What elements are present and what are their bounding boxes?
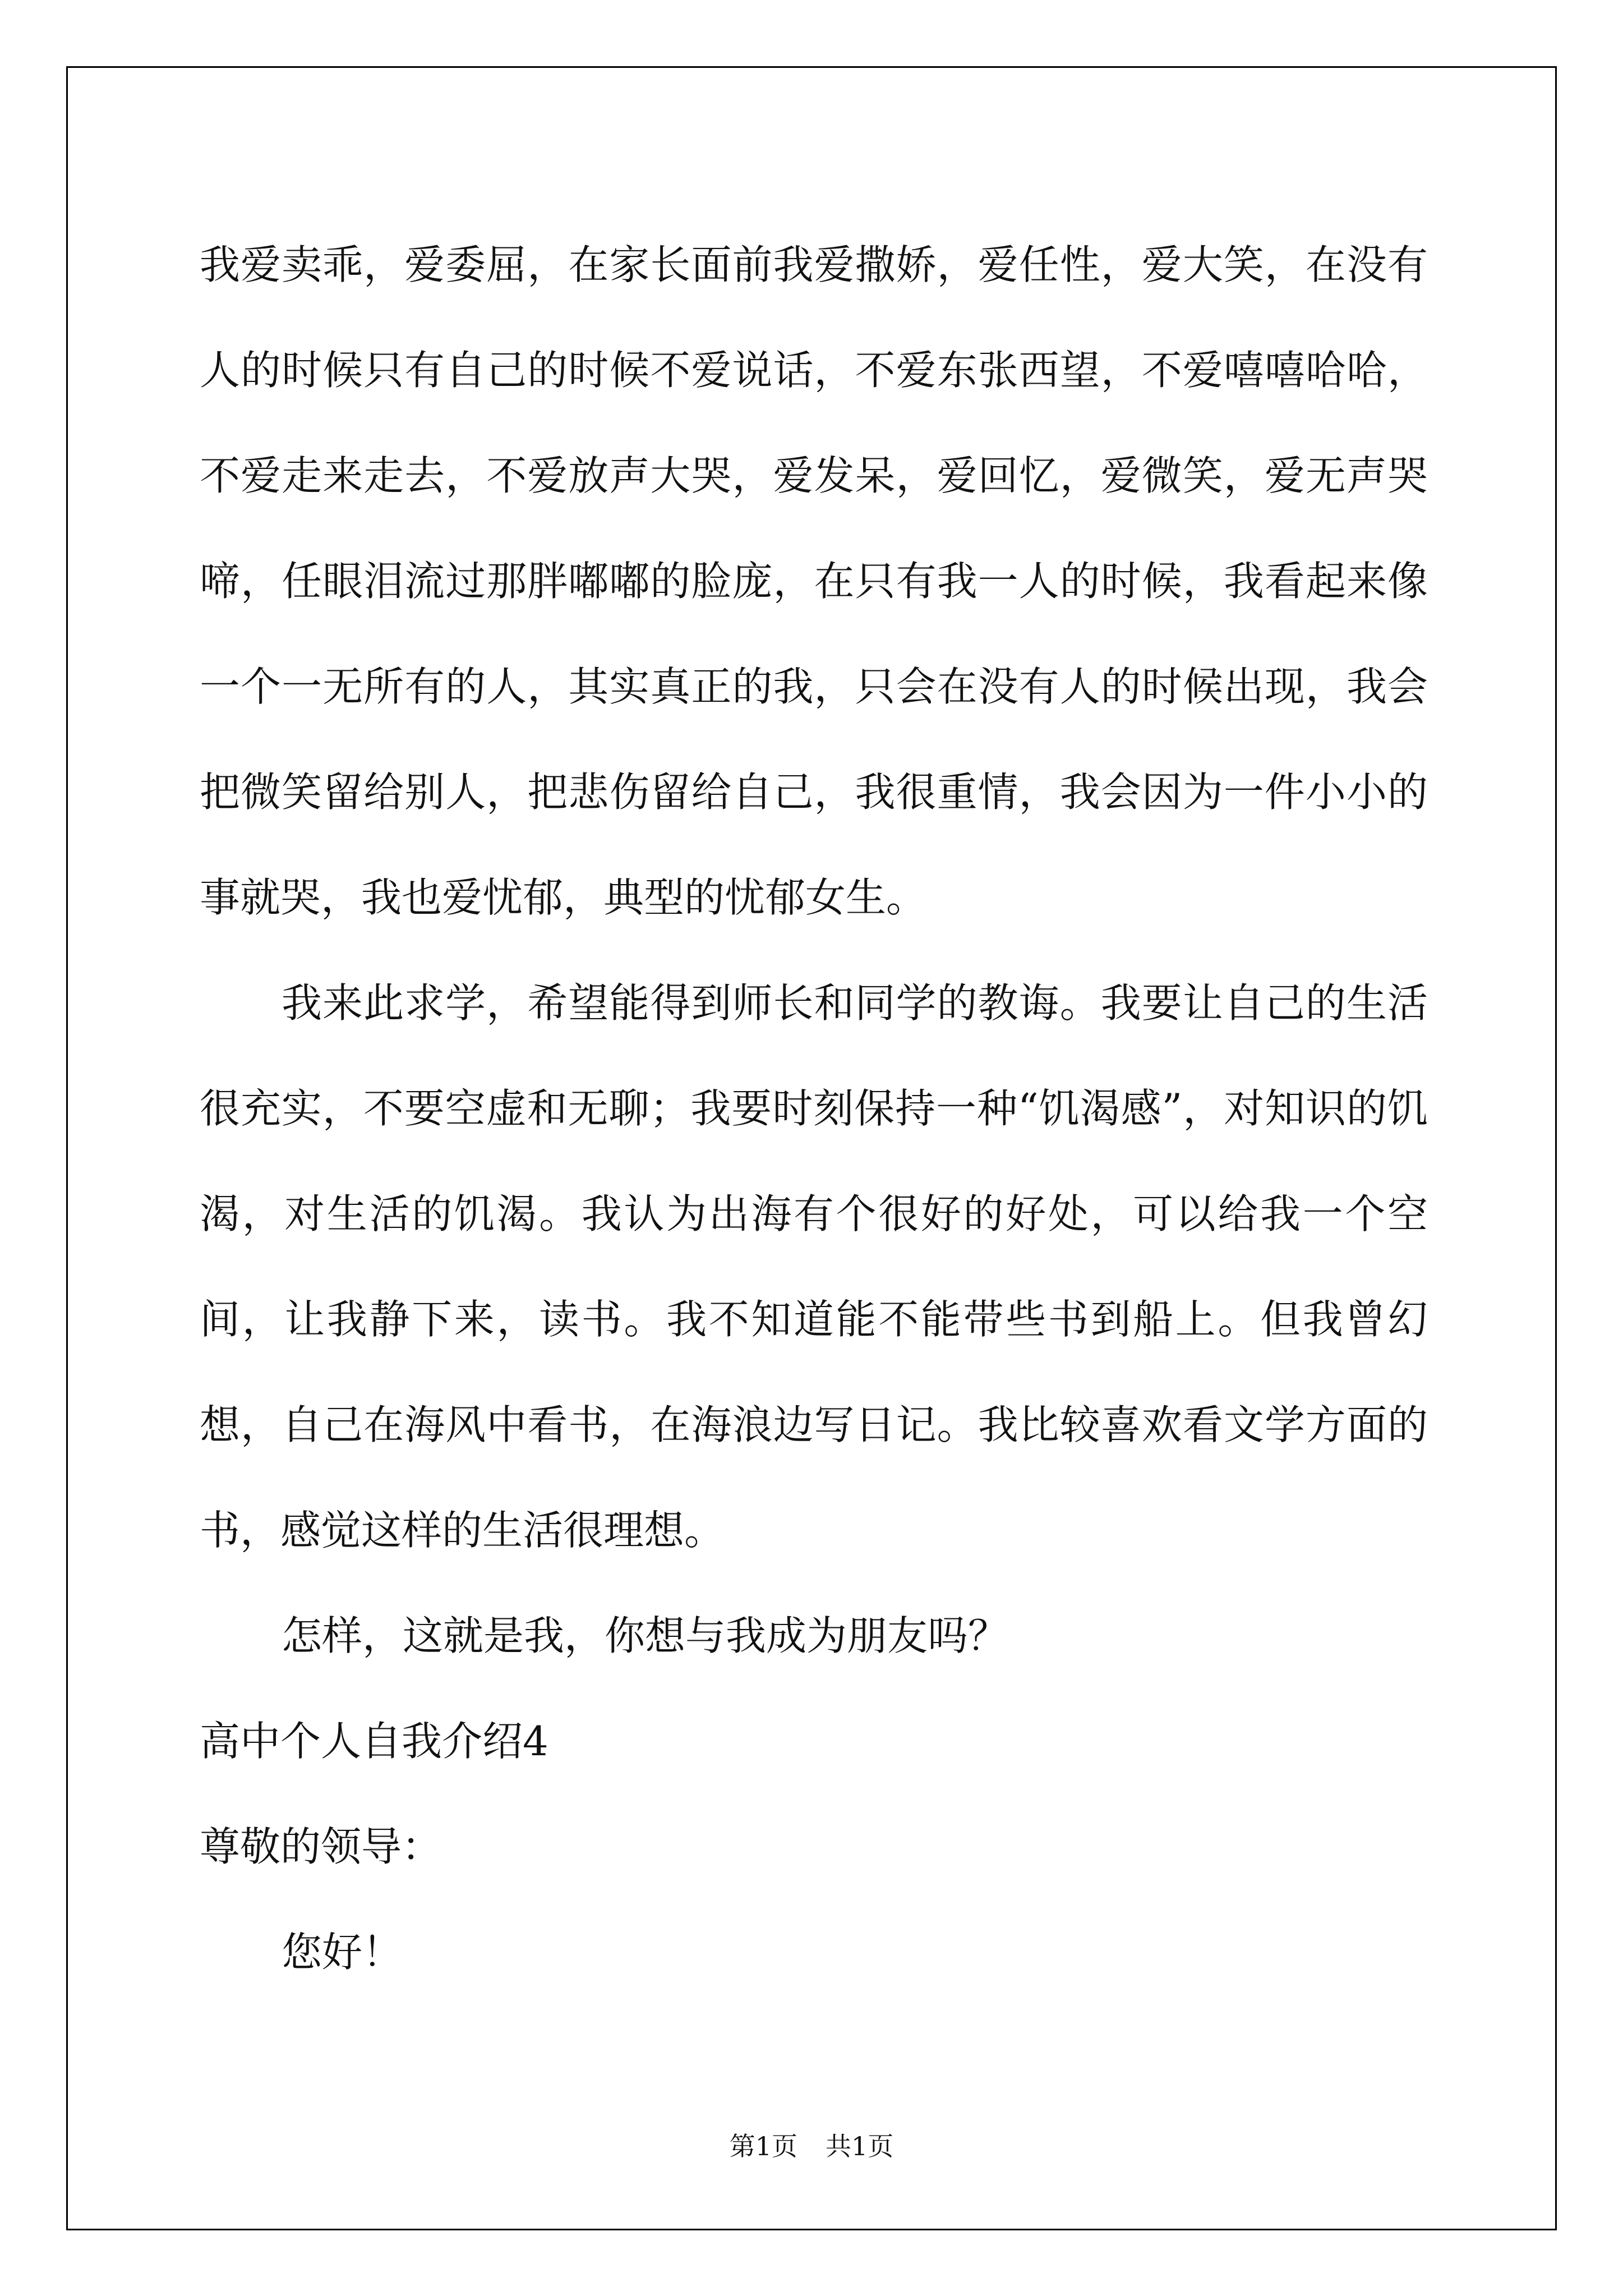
paragraph-intro: 我爱卖乖，爱委屈，在家长面前我爱撒娇，爱任性，爱大笑，在没有人的时候只有自己的时候不爱说话，不爱东张西望，不爱嘻嘻哈哈，不爱走来走去，不爱放声大哭，爱发呆，爱回忆，爱微笑，爱无声哭啼，任眼泪流过那胖嘟嘟的脸庞，在只有我一人的时候，我看起来像一个一无所有的人，其实真正的我，只会在没有人的时候出现，我会把微笑留给别人，把悲伤留给自己，我很重情，我会因为一件小小的事就哭，我也爱忧郁，典型的忧郁女生。 xyxy=(200,241,1428,921)
page-total: 共1页 xyxy=(826,2131,894,2161)
page-footer xyxy=(0,2126,1623,2163)
greeting: 您好！ xyxy=(282,1929,403,1976)
paragraph-study: 我来此求学，希望能得到师长和同学的教诲。我要让自己的生活很充实，不要空虚和无聊；我要时刻保持一种“饥渴感”，对知识的饥渴，对生活的饥渴。我认为出海有个很好的好处，可以给我一个空间，让我静下来，读书。我不知道能不能带些书到船上。但我曾幻想，自己在海风中看书，在海浪边写日记。我比较喜欢看文学方面的书，感觉这样的生活很理想。 xyxy=(200,979,1428,1554)
salutation: 尊敬的领导： xyxy=(200,1823,442,1870)
paragraph-friend-question: 怎样，这就是我，你想与我成为朋友吗？ xyxy=(282,1612,1009,1659)
document-body xyxy=(200,212,1428,2005)
page-number: 第1页 xyxy=(729,2131,797,2161)
section-heading: 高中个人自我介绍4 xyxy=(200,1718,548,1765)
